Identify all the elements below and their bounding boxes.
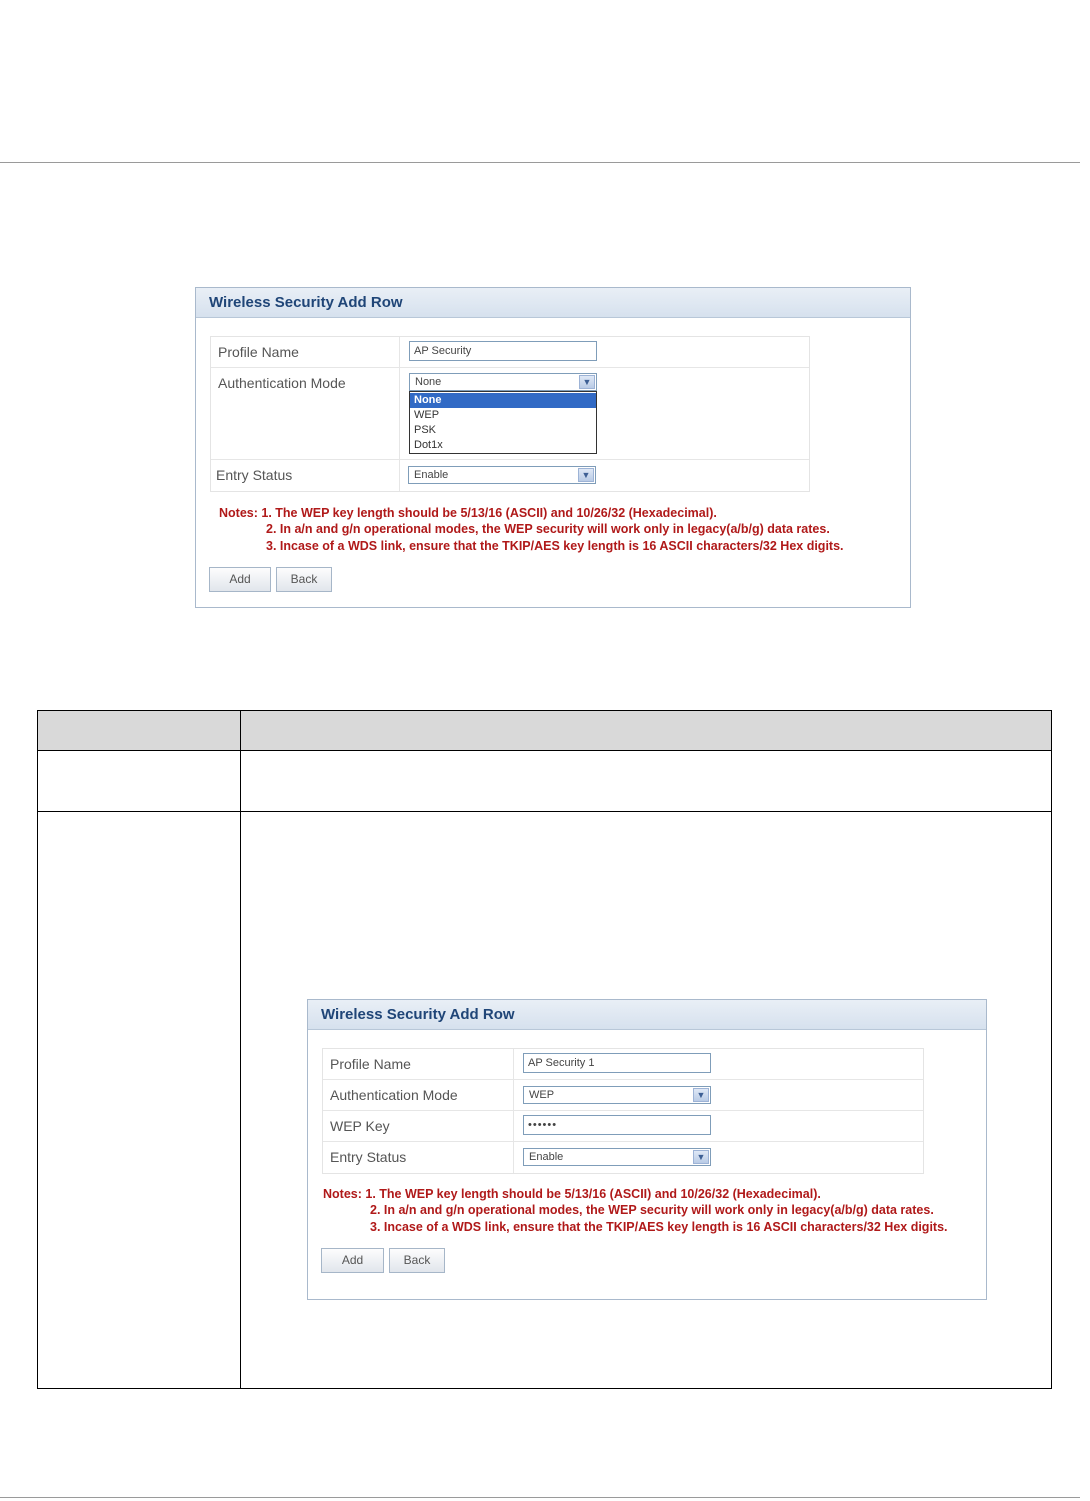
chevron-down-icon[interactable]: ▼ xyxy=(693,1150,709,1164)
panel-title: Wireless Security Add Row xyxy=(308,1000,986,1030)
note-1: Notes: 1. The WEP key length should be 5/13/16 (ASCII) and 10/26/32 (Hexadecimal). xyxy=(219,506,717,520)
option-wep[interactable]: WEP xyxy=(414,409,440,421)
chevron-down-icon[interactable]: ▼ xyxy=(579,375,595,389)
note-1: Notes: 1. The WEP key length should be 5/13/16 (ASCII) and 10/26/32 (Hexadecimal). xyxy=(323,1187,821,1201)
authentication-mode-label: Authentication Mode xyxy=(330,1087,458,1103)
footer-divider xyxy=(0,1497,1080,1498)
profile-name-label: Profile Name xyxy=(218,344,299,360)
entry-status-select[interactable] xyxy=(523,1148,711,1166)
chevron-down-icon[interactable]: ▼ xyxy=(693,1088,709,1102)
form-row-authentication-mode xyxy=(211,368,809,460)
note-2: 2. In a/n and g/n operational modes, the WEP security will work only in legacy(a/b/g) data rates. xyxy=(370,1203,934,1217)
option-none[interactable]: None xyxy=(410,393,596,408)
option-psk[interactable]: PSK xyxy=(414,424,437,436)
form-row-authentication-mode xyxy=(323,1080,923,1111)
authentication-mode-label: Authentication Mode xyxy=(218,375,346,391)
profile-name-input[interactable]: AP Security xyxy=(409,341,597,361)
header-divider xyxy=(0,162,1080,163)
selected-value: Enable xyxy=(414,469,449,481)
wep-key-input[interactable]: •••••• xyxy=(523,1115,711,1135)
chevron-down-icon[interactable]: ▼ xyxy=(578,468,594,482)
form-table xyxy=(210,336,810,492)
profile-name-input[interactable]: AP Security 1 xyxy=(523,1053,711,1073)
entry-status-label: Entry Status xyxy=(216,467,293,483)
table-header-row xyxy=(38,711,1051,751)
panel-title: Wireless Security Add Row xyxy=(196,288,910,318)
back-button[interactable]: Back xyxy=(389,1248,445,1273)
form-row-entry-status xyxy=(211,460,809,491)
authentication-mode-select[interactable] xyxy=(409,373,597,391)
add-button[interactable]: Add xyxy=(321,1248,384,1273)
entry-status-select[interactable] xyxy=(408,466,596,484)
option-dot1x[interactable]: Dot1x xyxy=(414,439,443,451)
note-3: 3. Incase of a WDS link, ensure that the TKIP/AES key length is 16 ASCII characters/32 Hex digits. xyxy=(370,1220,948,1234)
authentication-mode-select[interactable] xyxy=(523,1086,711,1104)
notes xyxy=(323,1186,983,1238)
note-2: 2. In a/n and g/n operational modes, the WEP security will work only in legacy(a/b/g) data rates. xyxy=(266,522,830,536)
selected-value: None xyxy=(415,376,442,388)
wep-key-label: WEP Key xyxy=(330,1118,390,1134)
column-divider xyxy=(240,711,241,1388)
wireless-security-panel xyxy=(195,287,911,608)
form-row-profile-name xyxy=(211,337,809,368)
form-row-profile-name xyxy=(323,1049,923,1080)
selected-value: WEP xyxy=(529,1089,555,1101)
note-3: 3. Incase of a WDS link, ensure that the TKIP/AES key length is 16 ASCII characters/32 Hex digits. xyxy=(266,539,844,553)
form-row-wep-key xyxy=(323,1111,923,1142)
row-divider xyxy=(38,811,1051,812)
notes xyxy=(219,505,909,557)
form-row-entry-status xyxy=(323,1142,923,1173)
back-button[interactable]: Back xyxy=(276,567,332,592)
profile-name-label: Profile Name xyxy=(330,1056,411,1072)
authentication-mode-dropdown xyxy=(409,391,597,454)
add-button[interactable]: Add xyxy=(209,567,271,592)
form-table xyxy=(322,1048,924,1174)
wireless-security-panel-wep xyxy=(307,999,987,1300)
entry-status-label: Entry Status xyxy=(330,1149,407,1165)
selected-value: Enable xyxy=(529,1151,564,1163)
